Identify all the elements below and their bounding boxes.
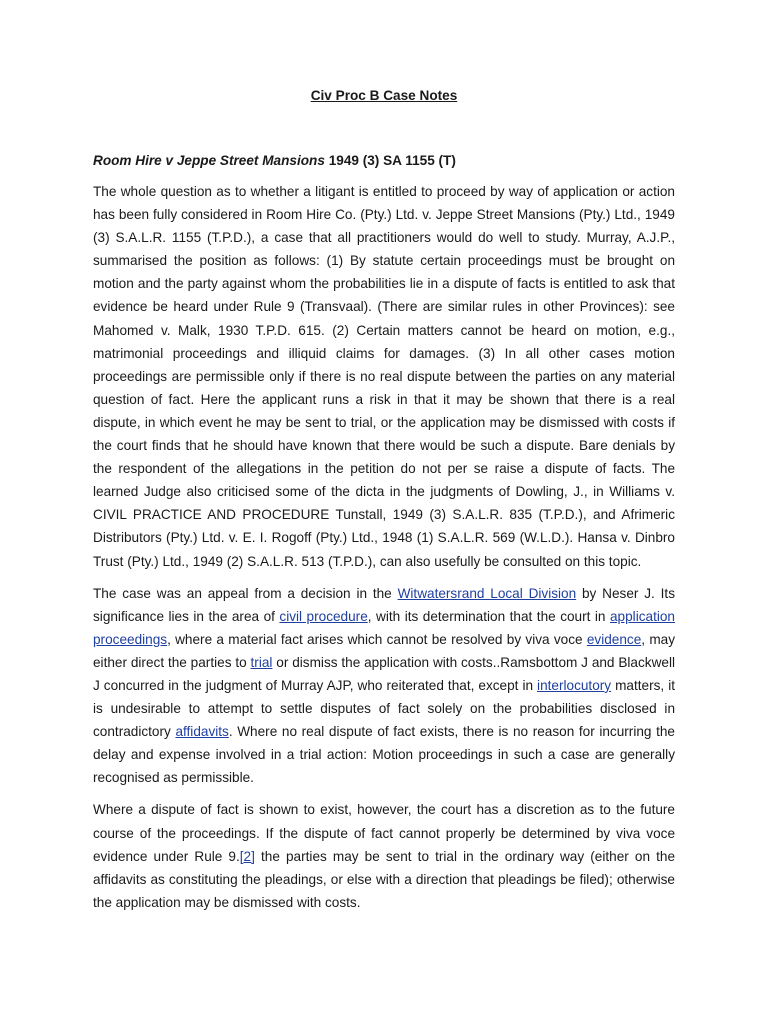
link-witwatersrand-local-division[interactable]: Witwatersrand Local Division: [397, 585, 577, 601]
link-civil-procedure[interactable]: civil procedure: [279, 608, 368, 624]
paragraph-3-text: Where a dispute of fact is shown to exist, however, the court has a discretion as to the future course of the proceedings. If the dispute of fact cannot properly be determined by viva voce evidence under Rule 9.: [93, 802, 675, 864]
paragraph-2-text: . Where no real dispute of fact exists, there is no reason for incurring the delay and expense involved in a trial action: Motion proceedings in such a case are generally recognised as permissible.: [93, 724, 675, 786]
link-affidavits[interactable]: affidavits: [175, 724, 229, 740]
link-evidence[interactable]: evidence: [586, 631, 642, 647]
link-trial[interactable]: trial: [250, 654, 273, 670]
link-application-proceedings[interactable]: application proceedings: [93, 608, 675, 647]
paragraph-1: The whole question as to whether a litigant is entitled to proceed by way of application or action has been fully considered in Room Hire Co. (Pty.) Ltd. v. Jeppe Street Mansions (Pty.) Ltd., 1949 (3) S.A.L.R. 1155 (T.P.D.), a case that all practitioners would do well to study. Murray, A.J.P., summarised the position as follows: (1) By statute certain proceedings must be brought on motion and the party against whom the probabilities lie in a dispute of facts is entitled to ask that evidence be heard under Rule 9 (Transvaal). (There are similar rules in other Provinces): see Mahomed v. Malk, 1930 T.P.D. 615. (2) Certain matters cannot be heard on motion, e.g., matrimonial proceedings and illiquid claims for damages. (3) In all other cases motion proceedings are permissible only if there is no real dispute between the parties on any material question of fact. Here the applicant runs a risk in that it may be shown that there is a real dispute, in which event he may be sent to trial, or the application may be dismissed with costs if the court finds that he should have known that there would be such a dispute. Bare denials by the respondent of the allegations in the petition do not per se raise a dispute of facts. The learned Judge also criticised some of the dicta in the judgments of Dowling, J., in Williams v. CIVIL PRACTICE AND PROCEDURE Tunstall, 1949 (3) S.A.L.R. 835 (T.P.D.), and Afrimeric Distributors (Pty.) Ltd. v. E. I. Rogoff (Pty.) Ltd., 1948 (1) S.A.L.R. 569 (W.L.D.). Hansa v. Dinbro Trust (Pty.) Ltd., 1949 (2) S.A.L.R. 513 (T.P.D.), can also usefully be consulted on this topic.: [93, 184, 675, 569]
paragraph-2-text: , where a material fact arises which cannot be resolved by viva voce: [167, 631, 587, 647]
paragraph-2-text: by Neser J. Its significance lies in the area of: [93, 585, 675, 624]
case-heading: [93, 151, 675, 171]
paragraph-2-text: , may either direct the parties to: [93, 631, 675, 670]
case-name: Room Hire v Jeppe Street Mansions: [93, 153, 325, 168]
link-interlocutory[interactable]: interlocutory: [537, 677, 612, 693]
case-citation: 1949 (3) SA 1155 (T): [324, 153, 456, 168]
paragraph-2: [93, 582, 675, 790]
paragraph-2-text: , with its determination that the court in: [367, 608, 610, 624]
paragraph-2-text: or dismiss the application with costs..Ramsbottom J and Blackwell J concurred in the judgment of Murray AJP, who reiterated that, except in: [93, 654, 676, 693]
document-title: Civ Proc B Case Notes: [310, 88, 458, 103]
footnote-link-2[interactable]: [2]: [239, 848, 255, 864]
paragraph-2-text: The case was an appeal from a decision in the: [93, 585, 398, 601]
paragraph-2-text: matters, it is undesirable to attempt to settle disputes of fact solely on the probabilities disclosed in contradictory: [93, 677, 676, 740]
paragraph-3-text: the parties may be sent to trial in the ordinary way (either on the affidavits as constituting the pleadings, or else with a direction that pleadings be filed); otherwise the application may be dismissed with costs.: [93, 848, 676, 910]
paragraph-3: [93, 798, 675, 913]
